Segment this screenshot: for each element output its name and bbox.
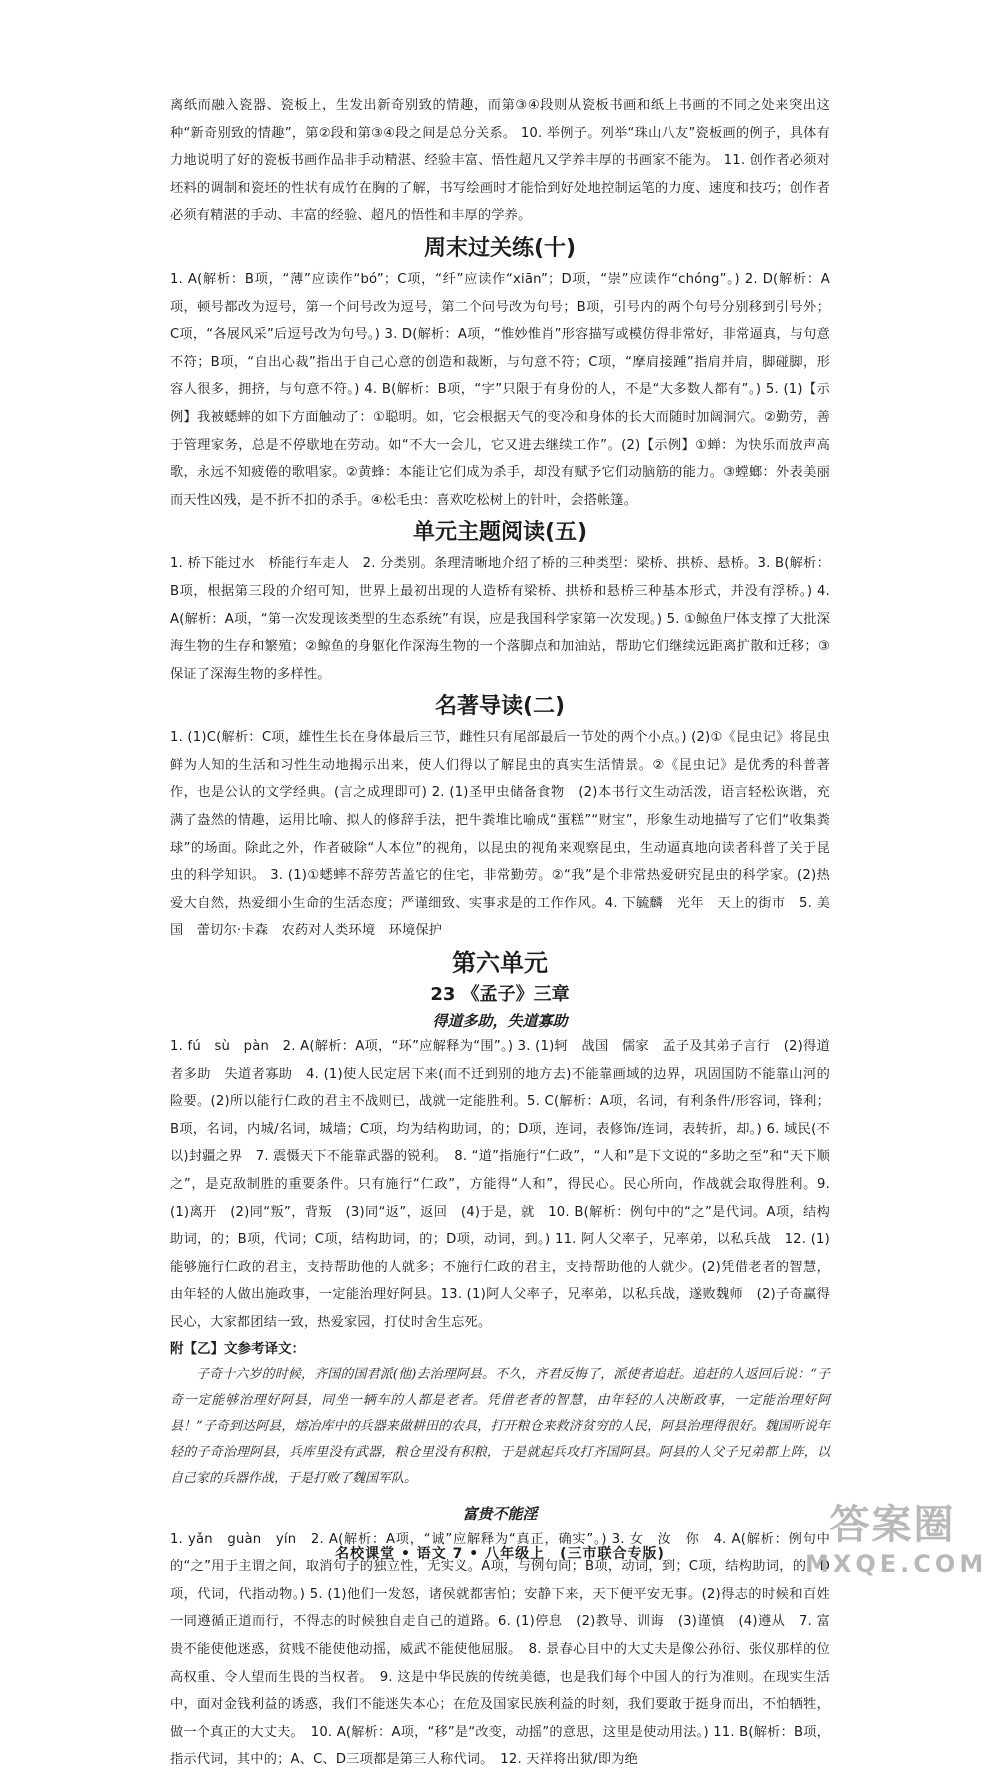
page-footer: 名校课堂 • 语文 7 • 八年级上 (三市联合专版) [335,1546,665,1562]
watermark-sub-text: MXQE.COM [805,1550,988,1578]
sub1-text: 1. fú sù pàn 2. A(解析：A项，“环”应解释为“围”。) 3. (1)轲 战国 儒家 孟子及其弟子言行 (2)得道者多助 失道者寡助 4. (1)使人民定居下来(而不迁到别的地方去)不能靠画域的边界，巩固国防不能靠山河的险要。(2)所以能行仁政的君主不战则已，战就一定能胜利。5. C(解析：A项，名词，有利条件/形容词，锋利；B项，名词，内城/名词，城墙；C项，均为结构助词，的；D项，连词，表修饰/连词，表转折，却。) 6. 域民(不以)封疆之界 7. 震慑天下不能靠武器的锐利。 8. “道”指施行“仁政”，“人和”是下文说的“多助之至”和“天下顺之”，是克敌制胜的重要条件。只有施行“仁政”，方能得“人和”，得民心。民心所向，作战就会取得胜利。9. (1)离开 (2)同“叛”，背叛 (3)同“返”，返回 (4)于是，就 10. B(解析：例句中的“之”是代词。A项，结构助词，的；B项，代词；C项，结构助词，的；D项，动词，到。) 11. 阿人父率子，兄率弟，以私兵战 12. (1)能够施行仁政的君主，支持帮助他的人就多；不施行仁政的君主，支持帮助他的人就少。(2)凭借老者的智慧，由年轻的人做出施政事，一定能治理好阿县。13. (1)阿人父率子，兄率弟，以私兵战，遂败魏师 (2)子奇赢得民心，大家都团结一致，热爱家园，打仗时舍生忘死。 [170,1039,830,1330]
unit-reading-text: 1. 桥下能过水 桥能行车走人 2. 分类别。条理清晰地介绍了桥的三种类型：梁桥、拱桥、悬桥。3. B(解析：B项，根据第三段的介绍可知，世界上最初出现的人造桥有梁桥、拱桥和悬桥三种基本形式，并没有浮桥。) 4. A(解析：A项，“第一次发现该类型的生态系统”有误，应是我国科学家第一次发现。) 5. ①鲸鱼尸体支撑了大批深海生物的生存和繁殖；②鲸鱼的身躯化作深海生物的一个落脚点和加油站，帮助它们继续远距离扩散和迁移；③保证了深海生物的多样性。 [170,556,830,682]
sub1-title: 得道多助，失道寡助 [432,1012,568,1031]
appendix-title: 附【乙】文参考译文： [170,1340,305,1357]
classics-title: 名著导读(二) [434,694,566,720]
lesson-title: 23 《孟子》三章 [430,984,570,1006]
sub2-text: 1. yǎn guàn yín 2. A(解析：A项，“诚”应解释为“真正，确实”。) 3. 女 汝 你 4. A(解析：例句中的“之”用于主谓之间，取消句子的独立性，无实义。A项，与例句同；B项，动词，到；C项，结构助词，的；D项，代词，代指动物。) 5. (1)他们一发怒，诸侯就都害怕；安静下来，天下便平安无事。(2)得志的时候和百姓一同遵循正道而行，不得志的时候独自走自己的道路。6. (1)停息 (2)教导、训诲 (3)谨慎 (4)遵从 7. 富贵不能使他迷惑，贫贱不能使他动摇，威武不能使他屈服。 8. 景春心目中的大丈夫是像公孙衍、张仪那样的位高权重、令人望而生畏的当权者。 9. 这是中华民族的传统美德，也是我们每个中国人的行为准则。在现实生活中，面对金钱利益的诱惑，我们不能迷失本心；在危及国家民族利益的时刻，我们要敢于挺身而出，不怕牺牲，做一个真正的大丈夫。 10. A(解析：A项，“移”是“改变，动摇”的意思，这里是使动用法。) 11. B(解析：B项，指示代词，其中的；A、C、D三项都是第三人称代词。 12. 天祥将出狱/即为绝 [170,1531,830,1768]
classics-text: 1. (1)C(解析：C项，雄性生长在身体最后三节，雌性只有尾部最后一节处的两个小点。) (2)①《昆虫记》将昆虫鲜为人知的生活和习性生动地揭示出来，使人们得以了解昆虫的真实生活情景。②《昆虫记》是优秀的科普著作，也是公认的文学经典。(言之成理即可) 2. (1)圣甲虫储备食物 (2)本书行文生动活泼，语言轻松诙谐，充满了盎然的情趣，运用比喻、拟人的修辞手法，把牛粪堆比喻成“蛋糕”“财宝”，形象生动地描写了它们“收集粪球”的场面。除此之外，作者破除“人本位”的视角，以昆虫的视角来观察昆虫，生动逼真地向读者科普了关于昆虫的科学知识。 3. (1)①蟋蟀不辞劳苦盖它的住宅，非常勤劳。②“我”是个非常热爱研究昆虫的科学家。(2)热爱大自然，热爱细小生命的生活态度；严谨细致、实事求是的工作作风。4. 下毓麟 光年 天上的街市 5. 美国 蕾切尔·卡森 农药对人类环境 环境保护 [170,730,830,939]
sub2-title: 富贵不能淫 [462,1504,538,1523]
weekend-title: 周末过关练(十) [423,235,577,261]
unit6-title: 第六单元 [452,949,548,978]
translation-text: 子奇十六岁的时候，齐国的国君派(他)去治理阿县。不久，齐君反悔了，派使者追赶。追赶的人返回后说：“子奇一定能够治理好阿县，同坐一辆车的人都是老者。凭借老者的智慧，由年轻的人决断政事，一定能治理好阿县！”子奇到达阿县，熔冶库中的兵器来做耕田的农具，打开粮仓来救济贫穷的人民，阿县治理得很好。魏国听说年轻的子奇治理阿县，兵库里没有武器，粮仓里没有积粮，于是就起兵攻打齐国阿县。阿县的人父子兄弟都上阵，以自己家的兵器作战，于是打败了魏国军队。 [170,1366,830,1486]
watermark-main-text: 答案圈 [829,1502,956,1548]
weekend-text: 1. A(解析：B项，“薄”应读作“bó”；C项，“纤”应读作“xiān”；D项，“崇”应读作“chóng”。) 2. D(解析：A项，顿号都改为逗号，第一个问号改为逗号，第二个问号改为句号；B项，引号内的两个句号分别移到引号外；C项，“各展风采”后逗号改为句号。) 3. D(解析：A项，“惟妙惟肖”形容描写或模仿得非常好，非常逼真，与句意不符；B项，“自出心裁”指出于自己心意的创造和裁断，与句意不符；C项，“摩肩接踵”指肩并肩，脚碰脚，形容人很多，拥挤，与句意不符。) 4. B(解析：B项，“字”只限于有身份的人，不是“大多数人都有”。) 5. (1)【示例】我被蟋蟀的如下方面触动了：①聪明。如，它会根据天气的变冷和身体的长大而随时加阔洞穴。②勤劳，善于管理家务，总是不停歇地在劳动。如“不大一会儿，它又进去继续工作”。(2)【示例】①蝉：为快乐而放声高歌，永远不知疲倦的歌唱家。②黄蜂：本能让它们成为杀手，却没有赋予它们动脑筋的能力。③螳螂：外表美丽而天性凶残，是不折不扣的杀手。④松毛虫：喜欢吃松树上的针叶，会搭帐篷。 [170,271,830,508]
unit-reading-title: 单元主题阅读(五) [412,520,588,546]
watermark-logo [805,1500,988,1582]
answer-page [170,92,830,1774]
continuation-text: 离纸而融入瓷器、瓷板上，生发出新奇别致的情趣，而第③④段则从瓷板书画和纸上书画的不同之处来突出这种“新奇别致的情趣”，第②段和第③④段之间是总分关系。 10. 举例子。列举“珠山八友”瓷板画的例子，具体有力地说明了好的瓷板书画作品非手动精湛、经验丰富、悟性超凡又学养丰厚的书画家不能为。 11. 创作者必须对坯料的调制和瓷坯的性状有成竹在胸的了解，书写绘画时才能恰到好处地控制运笔的力度、速度和技巧；创作者必须有精湛的手动、丰富的经验、超凡的悟性和丰厚的学养。 [170,98,830,224]
